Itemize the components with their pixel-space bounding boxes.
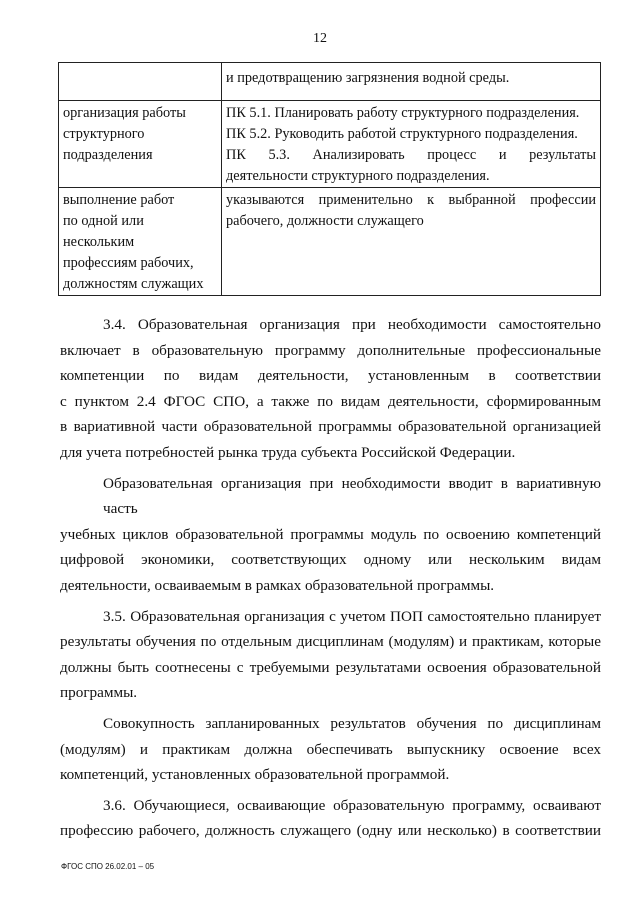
cell-text: ПК 5.2. Руководить работой структурного подразделения. <box>226 126 578 142</box>
text-line: 3.5. Образовательная организация с учетом ПОП самостоятельно планирует <box>103 607 601 625</box>
text-line: 3.6. Обучающиеся, осваивающие образовательную программу, осваивают <box>103 796 601 814</box>
cell-text: нескольким <box>63 234 135 250</box>
table-cell-activity <box>59 101 222 188</box>
cell-text: профессиям рабочих, <box>63 255 194 271</box>
table-cell-competencies <box>222 188 601 296</box>
text-line: (модулям) и практикам должна обеспечивать выпускнику освоение всех <box>60 740 601 758</box>
table-cell-activity <box>59 188 222 296</box>
cell-text: рабочего, должности служащего <box>226 213 424 229</box>
text-line: Совокупность запланированных результатов обучения по дисциплинам <box>103 714 601 732</box>
cell-text: указываются применительно к выбранной профессии <box>226 192 596 208</box>
table-cell-competencies <box>222 101 601 188</box>
text-line: учебных циклов образовательной программы модуль по освоению компетенций <box>60 525 601 543</box>
text-line: должны быть соотнесены с требуемыми результатами освоения образовательной <box>60 658 601 676</box>
text-line: компетенции по видам деятельности, установленным в соответствии <box>60 367 601 385</box>
text-line: для учета потребностей рынка труда субъекта Российской Федерации. <box>60 443 516 461</box>
competency-table <box>58 62 601 296</box>
text-line: результаты обучения по отдельным дисциплинам (модулям) и практикам, которые <box>60 633 601 651</box>
text-line: цифровой экономики, соответствующих одному или нескольким видам <box>60 551 601 569</box>
cell-text: организация работы <box>63 105 186 121</box>
paragraph-3-5 <box>60 604 601 706</box>
cell-text: должностям служащих <box>63 276 204 292</box>
text-line: деятельности, осваиваемым в рамках образовательной программы. <box>60 576 495 594</box>
text-line: в вариативной части образовательной программы образовательной организацией <box>60 418 601 436</box>
cell-text: ПК 5.3. Анализировать процесс и результаты <box>226 147 596 163</box>
footer-document-code: ФГОС СПО 26.02.01 – 05 <box>61 862 155 871</box>
cell-text: выполнение работ <box>63 192 175 208</box>
cell-text: по одной или <box>63 213 144 229</box>
text-line: 3.4. Образовательная организация при необходимости самостоятельно <box>103 316 601 333</box>
page-number: 12 <box>313 31 327 46</box>
text-line: компетенций, установленных образовательной программой. <box>60 766 450 784</box>
text-line: с пунктом 2.4 ФГОС СПО, а также по видам деятельности, сформированным <box>60 392 601 410</box>
table-row <box>59 188 601 296</box>
text-line: Образовательная организация при необходимости вводит в вариативную часть <box>103 474 601 518</box>
paragraph-digital-economy <box>60 471 601 599</box>
text-line: программы. <box>60 684 138 702</box>
table-cell-competencies <box>222 63 601 101</box>
text-line: включает в образовательную программу дополнительные профессиональные <box>60 341 601 359</box>
paragraph-3-4 <box>60 312 601 466</box>
cell-text: подразделения <box>63 147 153 163</box>
table-row <box>59 101 601 188</box>
cell-text: и предотвращению загрязнения водной среды. <box>226 70 510 86</box>
cell-text: структурного <box>63 126 145 142</box>
paragraph-3-6 <box>60 793 601 844</box>
table-row <box>59 63 601 101</box>
text-line: профессию рабочего, должность служащего (одну или несколько) в соответствии <box>60 822 601 840</box>
body-text <box>60 312 601 844</box>
cell-text: деятельности структурного подразделения. <box>226 168 490 184</box>
paragraph-results <box>60 711 601 788</box>
cell-text: ПК 5.1. Планировать работу структурного подразделения. <box>226 105 580 121</box>
table-cell-activity <box>59 63 222 101</box>
